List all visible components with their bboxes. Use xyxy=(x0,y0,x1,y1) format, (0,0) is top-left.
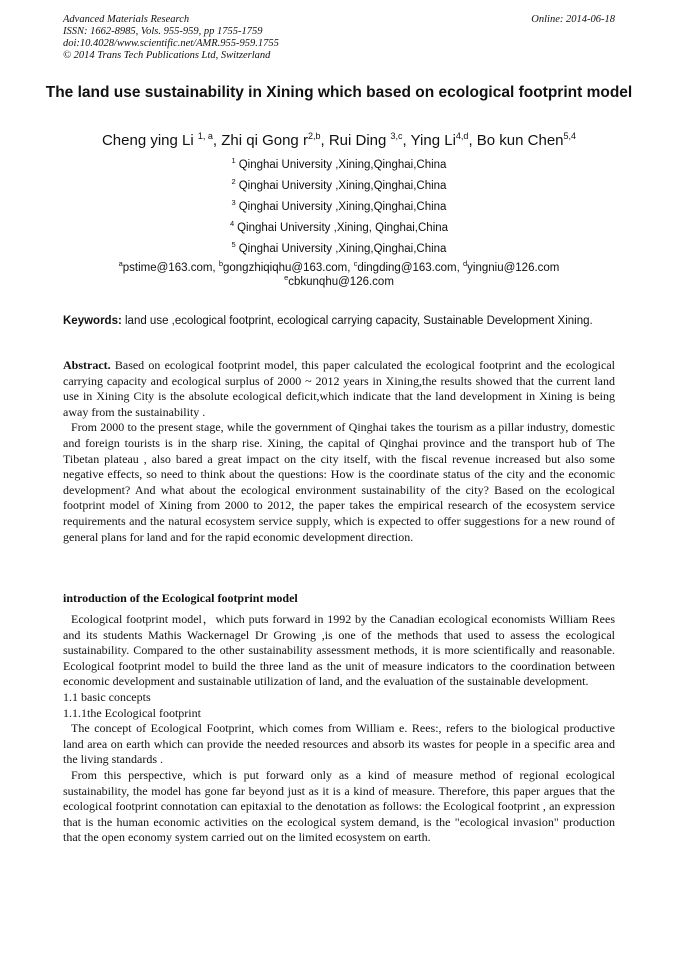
abstract-paragraph: From 2000 to the present stage, while the government of Qinghai takes the tourism as a pillar industry, domestic and foreign tourists is in the sharp rise. Xining, the capital of Qinghai province and the transport hub of The Tibetan plateau , also bared a great impact on the city itself, with the fiscal revenue increased but also some negative effects, so need to think about the questions: How is the coordinate status of the city and the economic development? And what about the ecological environment sustainability of the city? Based on the ecological footprint model of Xining from 2000 to 2012, the paper takes the empirical research of the ecosystem service requirements and the natural ecosystem service supply, which is expected to offer suggestions for a new round of general plans for land and for the rapid economic development direction. xyxy=(63,420,615,544)
author: Ying Li$^{4,d}$ xyxy=(410,131,469,149)
body-paragraph: From this perspective, which is put forward only as a kind of measure method of regional ecological sustainability, the model has gone far beyond just as it is a kind of measure. Therefore, this paper argues that the ecological footprint connotation can epitaxial to the denotation as follows: the Ecological footprint , an expression that is the human economic activities on the ecological system demand, is the "ecological invasion" production that the open economy system carried out on the limited ecosystem on earth. xyxy=(63,767,615,845)
affiliation: $^1$ Qinghai University ,Xining,Qinghai,China xyxy=(231,156,447,171)
doi-line: doi:10.4028/www.scientific.net/AMR.955-959.1755 xyxy=(63,38,279,49)
abstract xyxy=(63,358,615,545)
affiliation: $^4$ Qinghai University ,Xining, Qinghai,China xyxy=(229,219,449,234)
online-date: Online: 2014-06-18 xyxy=(531,14,615,25)
keywords xyxy=(63,314,615,329)
affiliation: $^2$ Qinghai University ,Xining,Qinghai,China xyxy=(231,177,447,192)
author-list: Cheng ying Li $^{1, a}$, Zhi qi Gong $r^{2,b}$, Rui Ding $^{3,c}$, Ying Li$^{4,d}$, Bo kun Chen$^{5,4}$ xyxy=(101,131,577,149)
section-body xyxy=(63,612,615,846)
author: Zhi qi Gong $r^{2,b}$ xyxy=(221,131,321,149)
keywords-label: Keywords: xyxy=(63,315,122,327)
author: Rui Ding $^{3,c}$ xyxy=(328,131,403,149)
email[interactable]: $^b$gongzhiqiqhu@163.com, xyxy=(218,259,354,274)
affiliation: $^3$ Qinghai University ,Xining,Qinghai,China xyxy=(231,198,447,213)
abstract-paragraph: Abstract. Based on ecological footprint model, this paper calculated the ecological footprint and the ecological carrying capacity and ecological surplus of 2000 ~ 2012 years in Xining,the results showed that the current land use in Xining City is the absolute ecological deficit,which indicate that the land development in Xining is being away from the sustainability . xyxy=(63,358,615,419)
issn-line: ISSN: 1662-8985, Vols. 955-959, pp 1755-1759 xyxy=(63,26,263,37)
author: Bo kun Chen$^{5,4}$ xyxy=(476,131,577,149)
affiliation-list xyxy=(40,155,638,260)
journal-name: Advanced Materials Research xyxy=(63,14,190,25)
author: Cheng ying Li $^{1, a}$ xyxy=(101,131,213,149)
email[interactable]: $^d$yingniu@126.com xyxy=(462,259,560,274)
email-list xyxy=(40,261,638,289)
journal-header xyxy=(63,14,615,62)
email[interactable]: $^e$cbkunqhu@126.com xyxy=(284,273,394,288)
affiliation: $^5$ Qinghai University ,Xining,Qinghai,China xyxy=(231,240,447,255)
section-heading: introduction of the Ecological footprint model xyxy=(63,591,298,605)
copyright-line: © 2014 Trans Tech Publications Ltd, Switzerland xyxy=(63,50,271,61)
body-paragraph: The concept of Ecological Footprint, which comes from William e. Rees:, refers to the biological productive land area on earth which can provide the needed resources and absorb its wastes for people in a specific area and the living standards . xyxy=(63,721,615,767)
subsection-heading: 1.1.1the Ecological footprint xyxy=(63,705,201,720)
keywords-text: land use ,ecological footprint, ecological carrying capacity, Sustainable Development Xining. xyxy=(121,315,593,327)
subsection-heading: 1.1 basic concepts xyxy=(63,689,151,704)
abstract-label: Abstract. xyxy=(63,358,111,372)
email[interactable]: $^c$dingding@163.com, xyxy=(353,259,463,274)
email[interactable]: $^a$pstime@163.com, xyxy=(118,259,219,274)
paper-title: The land use sustainability in Xining which based on ecological footprint model xyxy=(45,84,633,101)
body-paragraph: Ecological footprint model，which puts forward in 1992 by the Canadian ecological economists William Rees and its students Mathis Wackernagel Dr Growing ,is one of the methods that used to assess the ecological sustainability. Compared to the other sustainability assessment methods, it is more scientifically and reasonable. Ecological footprint model to build the three land as the unit of measure indicators to the coordination between economic development and sustainable utilization of land, and the evaluation of the sustainable development. xyxy=(63,612,615,689)
